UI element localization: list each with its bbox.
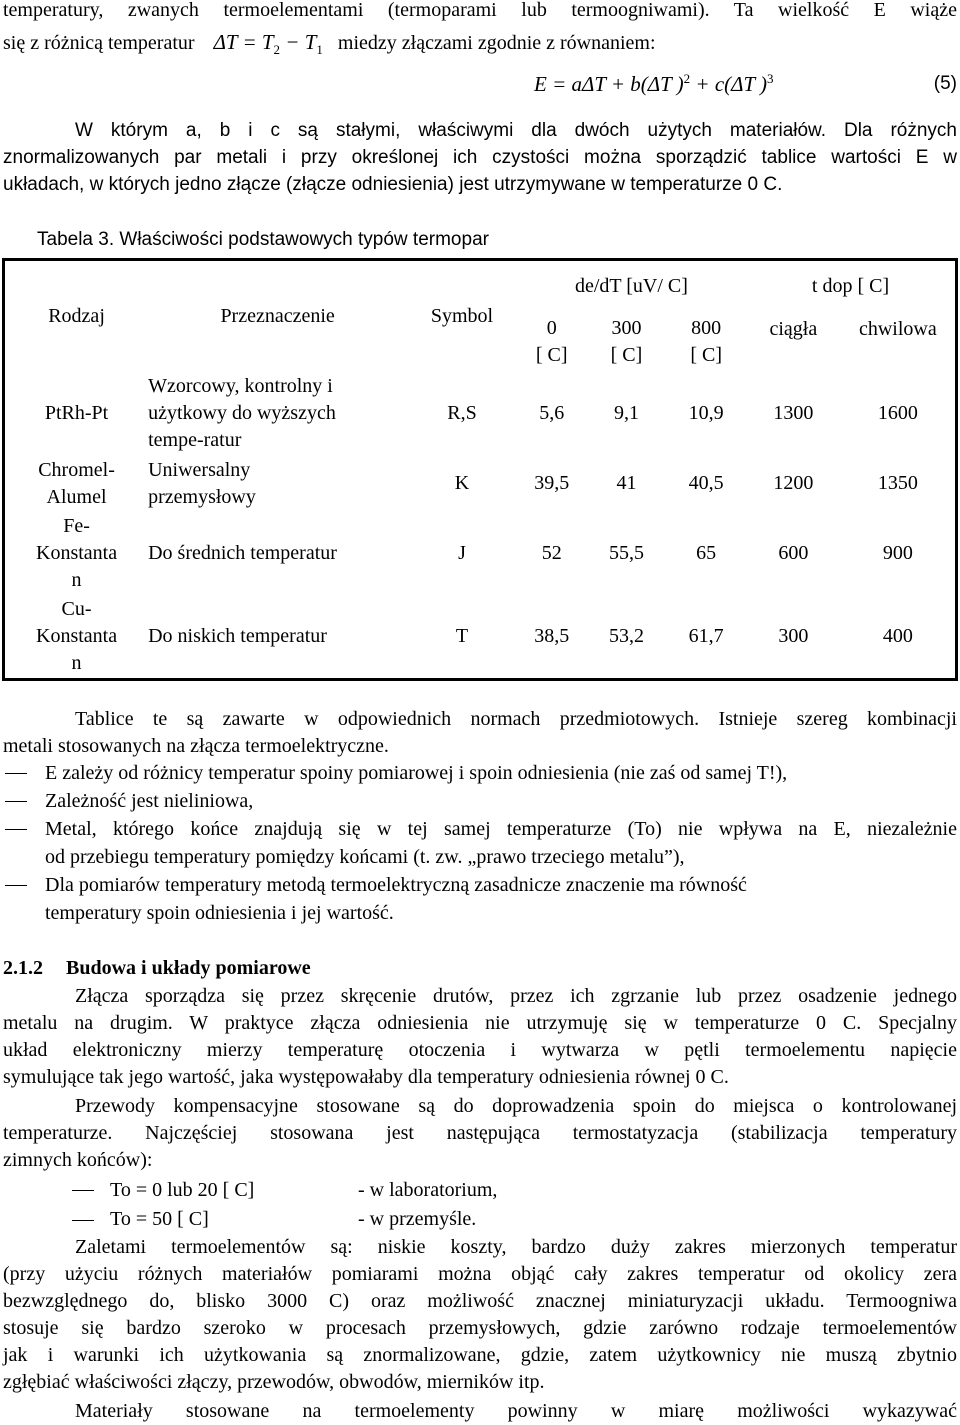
equation-number: (5) [933, 73, 957, 94]
para-sans-line-2: znormalizowanych par metali i przy określonej ich czystości można sporządzić tablice wartości E w [3, 147, 957, 168]
bullet-dash [72, 1220, 94, 1221]
cell-v0: 38,5 [534, 625, 570, 648]
section-p3-line-1: Zaletami termoelementów są: niskie koszty, bardzo duży zakres mierzonych temperatur [75, 1236, 957, 1258]
cell-rodzaj: Cu- Konstanta n [36, 598, 118, 675]
bullet-dash [5, 829, 27, 830]
equation-5: E = aΔT + b(ΔT )$^2$ + c(ΔT )$^3$ [534, 71, 774, 96]
header-temp-0: 0 [ C] [535, 316, 568, 366]
bullet-4-line-2: temperatury spoin odniesienia i jej wartość. [45, 902, 394, 924]
header-symbol: Symbol [430, 304, 494, 327]
table-row [4, 372, 957, 456]
cell-rodzaj: Fe- Konstanta n [36, 515, 118, 591]
cell-v800: 40,5 [688, 472, 724, 494]
intro-line-2 [3, 29, 957, 63]
cell-ciagla: 300 [778, 625, 809, 648]
section-p2-line-1: Przewody kompensacyjne stosowane są do doprowadzenia spoin do miejsca o kontrolowanej [75, 1095, 957, 1117]
bullet-dash [72, 1190, 94, 1191]
after-table-line-1: Tablice te są zawarte w odpowiednich normach przedmiotowych. Istnieje szereg kombinacji [75, 708, 957, 730]
cell-v0: 39,5 [534, 472, 570, 494]
cell-rodzaj: Chromel- Alumel [38, 458, 115, 508]
header-tdop: t dop [ C] [811, 274, 890, 297]
intro-line-2-post: miedzy złączami zgodnie z równaniem: [337, 32, 656, 54]
cell-chwilowa: 1600 [877, 402, 918, 424]
para-sans-line-1: W którym a, b i c są stałymi, właściwymi dla dwóch użytych materiałów. Dla różnych [75, 120, 957, 141]
section-p4-line-1: Materiały stosowane na termoelementy powinny w miarę możliwości wykazywać [75, 1400, 957, 1422]
header-temp-800: 800 [ C] [690, 316, 722, 366]
bullet-2: Zależność jest nieliniowa, [45, 790, 254, 812]
section-p1-line-1: Złącza sporządza się przez skręcenie drutów, przez ich zgrzanie lub przez osadzenie jednego [75, 985, 957, 1007]
header-dedt: de/dT [uV/ C] [574, 274, 688, 297]
intro-line-1: temperatury, zwanych termoelementami (termoparami lub termoogniwami). Ta wielkość E wiąże [3, 0, 957, 21]
bullet-1: E zależy od różnicy temperatur spoiny pomiarowej i spoin odniesienia (nie zaś od samej T!), [45, 762, 788, 784]
table-row [4, 456, 957, 512]
table-row [4, 512, 957, 596]
cell-v0: 52 [541, 542, 562, 564]
cell-rodzaj: PtRh-Pt [44, 402, 109, 424]
section-p1-line-3: układ elektroniczny mierzy temperaturę otoczenia i wytwarza w pętli termoelementu napięcie [3, 1039, 957, 1061]
section-p2-line-2: temperaturze. Najczęściej stosowana jest następująca termostatyzacja (stabilizacja temperatury [3, 1122, 957, 1144]
table-header-row-1 [4, 260, 957, 312]
cell-symbol: J [458, 542, 466, 564]
bullet-3-line-1: Metal, którego końce znajdują się w tej samej temperaturze (To) nie wpływa na E, niezależnie [45, 818, 957, 840]
section-p1-line-2: metalu na drugim. W praktyce złącza odniesienia nie utrzymuję się w temperaturze 0 C. Specjalny [3, 1012, 957, 1034]
section-p3-line-4: stosuje się bardzo szeroko w procesach przemysłowych, gdzie zarówno rodzaje termoelementów [3, 1317, 957, 1339]
cell-chwilowa: 1350 [877, 472, 918, 494]
section-p3-line-3: bezwzględnego do, blisko 3000 C) oraz możliwość znacznej miniaturyzacji układu. Termoogniwa [3, 1290, 957, 1312]
to-item-2-left: To = 50 [ C] [110, 1208, 209, 1230]
cell-przeznaczenie: Do niskich temperatur [148, 625, 327, 648]
cell-ciagla: 1200 [773, 472, 814, 494]
header-temp-300: 300 [ C] [610, 316, 643, 366]
to-item-2-right: - w przemyśle. [358, 1208, 477, 1230]
thermocouple-table [2, 258, 958, 681]
cell-przeznaczenie: Uniwersalny przemysłowy [148, 458, 256, 508]
table-row [4, 596, 957, 680]
cell-symbol: T [455, 625, 469, 648]
cell-v300: 53,2 [608, 625, 644, 648]
delta-t-equation: $\Delta T = T_2 - T_1$ [213, 30, 323, 58]
cell-ciagla: 1300 [773, 402, 814, 424]
header-przeznaczenie: Przeznaczenie [220, 304, 335, 327]
section-p3-line-6: zgłębiać właściwości złączy, przewodów, obwodów, mierników itp. [3, 1371, 545, 1393]
bullet-dash [5, 885, 27, 886]
after-table-line-2: metali stosowanych na złącza termoelektryczne. [3, 735, 389, 757]
section-number: 2.1.2 [3, 957, 43, 979]
cell-v800: 10,9 [688, 402, 724, 424]
table-caption: Tabela 3. Właściwości podstawowych typów termopar [37, 229, 489, 250]
cell-v300: 55,5 [608, 542, 644, 564]
cell-symbol: K [454, 472, 470, 494]
cell-v800: 65 [696, 542, 717, 564]
section-p1-line-4: symulujące tak jego wartość, jaka występowałaby dla temperatury odniesienia równej 0 C. [3, 1066, 729, 1088]
cell-symbol: R,S [447, 402, 477, 424]
header-ciagla: ciągła [769, 317, 818, 340]
section-title: Budowa i układy pomiarowe [66, 957, 311, 979]
cell-v300: 41 [616, 472, 637, 494]
bullet-4-line-1: Dla pomiarów temperatury metodą termoelektryczną zasadnicze znaczenie ma równość [45, 874, 747, 896]
cell-przeznaczenie: Do średnich temperatur [148, 542, 337, 564]
cell-v300: 9,1 [613, 402, 639, 424]
cell-v0: 5,6 [539, 402, 565, 424]
bullet-dash [5, 801, 27, 802]
intro-line-2-pre: się z różnicą temperatur [3, 32, 195, 54]
cell-ciagla: 600 [778, 542, 809, 564]
bullet-3-line-2: od przebiegu temperatury pomiędzy końcami (t. zw. „prawo trzeciego metalu”), [45, 846, 685, 868]
bullet-dash [5, 773, 27, 774]
header-chwilowa: chwilowa [858, 317, 937, 340]
cell-chwilowa: 400 [882, 625, 913, 648]
section-p2-line-3: zimnych końców): [3, 1149, 153, 1171]
cell-chwilowa: 900 [882, 542, 913, 564]
section-heading [3, 955, 957, 981]
header-rodzaj: Rodzaj [48, 304, 105, 327]
cell-v800: 61,7 [688, 625, 724, 648]
to-item-1-left: To = 0 lub 20 [ C] [110, 1179, 255, 1201]
to-item-1-right: - w laboratorium, [358, 1179, 498, 1201]
cell-przeznaczenie: Wzorcowy, kontrolny i użytkowy do wyższych tempe-ratur [148, 375, 336, 451]
section-p3-line-5: jak i warunki ich użytkowania są znormalizowane, gdzie, zatem użytkownicy nie muszą zbytnio [3, 1344, 957, 1366]
para-sans-line-3: układach, w których jedno złącze (złącze odniesienia) jest utrzymywane w temperaturze 0 C. [3, 174, 783, 195]
section-p3-line-2: (przy użyciu różnych materiałów pomiarami można objąć cały zakres temperatur od okolicy zera [3, 1263, 957, 1285]
